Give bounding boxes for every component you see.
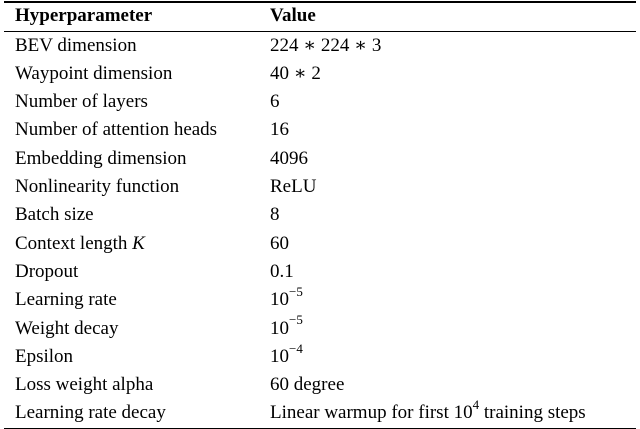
row-param: Learning rate	[15, 289, 117, 311]
table-row	[4, 173, 636, 201]
row-value: 0.1	[270, 260, 294, 282]
row-param: Learning rate decay	[15, 402, 166, 424]
row-value: 224 ∗ 224 ∗ 3	[270, 34, 382, 56]
header-value: Value	[270, 4, 316, 26]
table-row	[4, 399, 636, 427]
row-value: 6	[270, 91, 280, 113]
value-base: 10	[270, 317, 289, 339]
table-row	[4, 230, 636, 258]
row-value: 16	[270, 119, 289, 141]
value-base: 10	[270, 345, 289, 367]
row-param: BEV dimension	[15, 34, 137, 56]
row-value: 60	[270, 232, 289, 254]
value-base: 10	[270, 289, 289, 311]
value-base: 10	[453, 402, 473, 424]
table-row	[4, 145, 636, 173]
table-row	[4, 116, 636, 144]
value-suffix: training steps	[483, 402, 586, 424]
row-param: Embedding dimension	[15, 147, 187, 169]
context-length-symbol: K	[132, 232, 145, 254]
table-row	[4, 283, 636, 314]
row-param: Number of attention heads	[15, 119, 218, 141]
row-param-text: Context length	[15, 232, 128, 254]
row-param: Dropout	[15, 260, 79, 282]
table-row	[4, 60, 636, 88]
row-param: Number of layers	[15, 91, 148, 113]
header-hyperparameter: Hyperparameter	[15, 4, 153, 26]
row-value: 4096	[270, 147, 308, 169]
value-exponent: 4	[472, 397, 480, 413]
row-value	[270, 340, 303, 371]
row-param: Loss weight alpha	[15, 374, 154, 396]
row-param: Weight decay	[15, 317, 119, 339]
row-param: Batch size	[15, 204, 94, 226]
table-row	[4, 371, 636, 399]
value-exponent: −4	[289, 340, 303, 356]
hyperparameter-table	[4, 0, 636, 429]
row-value: ReLU	[270, 176, 317, 198]
row-param: Waypoint dimension	[15, 62, 173, 84]
table-row	[4, 312, 636, 343]
table-row	[4, 201, 636, 229]
table-header-row	[4, 3, 636, 31]
row-value: 8	[270, 204, 280, 226]
table-row	[4, 32, 636, 60]
value-exponent: −5	[289, 283, 303, 299]
row-value: 60 degree	[270, 374, 345, 396]
value-prefix: Linear warmup for first	[270, 402, 449, 424]
row-value: 40 ∗ 2	[270, 62, 321, 84]
row-param	[15, 230, 145, 258]
value-exponent: −5	[289, 312, 303, 328]
table-row	[4, 258, 636, 286]
row-value	[270, 399, 586, 427]
row-value	[270, 283, 303, 314]
table-row	[4, 88, 636, 116]
table-row	[4, 340, 636, 371]
row-value	[270, 312, 303, 343]
row-param: Epsilon	[15, 345, 74, 367]
row-param: Nonlinearity function	[15, 176, 180, 198]
